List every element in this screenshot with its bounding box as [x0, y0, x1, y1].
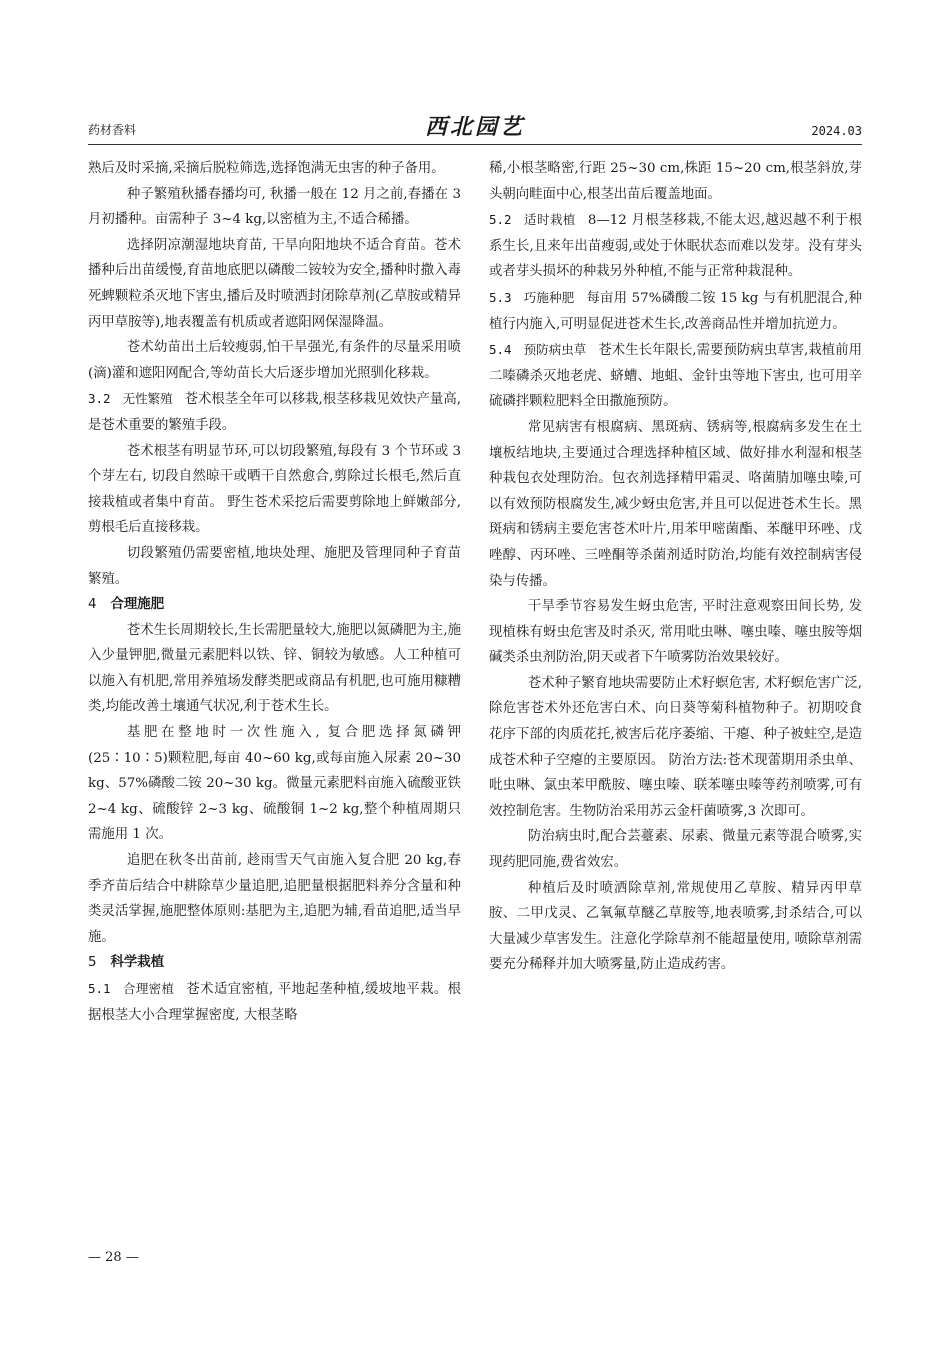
section-title: 科学栽植: [110, 955, 165, 971]
subsection-5-2: [489, 207, 862, 285]
subsection-title: 巧施种肥: [523, 289, 575, 305]
subsection-5-3: [489, 285, 862, 337]
subsection-3-2: [88, 386, 461, 438]
paragraph: 基肥在整地时一次性施入, 复合肥选择氮磷钾(25∶10∶5)颗粒肥,每亩 40~60 kg,或每亩施入尿素 20~30 kg、57%磷酸二铵 20~30 kg。微量元素肥料亩施入硫酸亚铁 2~4 kg、硫酸锌 2~3 kg、硫酸铜 1~2 kg,整个种植周期只需施用 1 次。: [88, 725, 461, 843]
paragraph: 苍术生长周期较长,生长需肥量较大,施肥以氮磷肥为主,施入少量钾肥,微量元素肥料以铁、锌、铜较为敏感。人工种植可以施入有机肥,常用养殖场发酵类肥或商品有机肥,也可施用糠糟类,均能改善土壤通气状况,利于苍术生长。: [88, 622, 462, 715]
page-number: — 28 —: [88, 1250, 139, 1265]
subsection-number: 5.3: [489, 289, 512, 305]
subsection-title: 适时栽植: [523, 212, 576, 228]
subsection-text: 苍术根茎全年可以移栽,根茎移栽见效快产量高,是苍术重要的繁殖手段。: [88, 392, 461, 433]
subsection-title: 无性繁殖: [122, 391, 173, 407]
paragraph: 苍术种子繁育地块需要防止术籽螟危害, 术籽螟危害广泛,除危害苍术外还危害白术、向日葵等菊科植物种子。初期咬食花序下部的肉质花托,被害后花序萎缩、干瘪、种子被蛀空,是造成苍术种子空瘪的主要原因。 防治方法:苍术现蕾期用杀虫单、吡虫啉、氯虫苯甲酰胺、噻虫嗪、联苯噻虫嗪等药剂喷雾,可有效控制危害。生物防治采用苏云金杆菌喷雾,3 次即可。: [489, 675, 863, 819]
subsection-text: 每亩用 57%磷酸二铵 15 kg 与有机肥混合,种植行内施入,可明显促进苍术生长,改善商品性并增加抗逆力。: [489, 290, 862, 332]
section-heading-5: [88, 950, 461, 976]
subsection-5-4: [489, 337, 862, 415]
section-number: 5: [88, 955, 97, 971]
right-column: [489, 156, 862, 978]
paragraph: 苍术幼苗出土后较瘦弱,怕干旱强光,有条件的尽量采用喷(滴)灌和遮阳网配合,等幼苗长大后逐步增加光照驯化移栽。: [88, 340, 461, 381]
section-heading-4: [88, 592, 461, 618]
section-title: 合理施肥: [110, 597, 165, 613]
subsection-5-1: [88, 976, 461, 1028]
paragraph: 稀,小根茎略密,行距 25~30 cm,株距 15~20 cm,根茎斜放,芽头朝向畦面中心,根茎出苗后覆盖地面。: [489, 161, 862, 202]
journal-logo: 西北园艺: [424, 114, 525, 140]
issue-date: 2024.03: [811, 124, 862, 138]
subsection-title: 合理密植: [122, 981, 175, 996]
section-number: 4: [88, 597, 97, 613]
paragraph: 苍术根茎有明显节环,可以切段繁殖,每段有 3 个节环或 3 个芽左右, 切段自然晾干或晒干自然愈合,剪除过长根毛,然后直接栽植或者集中育苗。 野生苍术采挖后需要剪除地上鲜嫩部分, 剪根毛后直接移栽。: [88, 443, 461, 536]
subsection-text: 8—12 月根茎移栽,不能太迟,越迟越不利于根系生长,且来年出苗瘦弱,或处于休眠状态而难以发芽。没有芽头或者芽头损坏的种栽另外种植,不能与正常种栽混种。: [489, 213, 862, 280]
subsection-text: 苍术适宜密植, 平地起垄种植,缓坡地平栽。根据根茎大小合理掌握密度, 大根茎略: [88, 982, 461, 1023]
left-column: [88, 156, 461, 1028]
subsection-title: 预防病虫草: [523, 342, 587, 358]
subsection-number: 3.2: [88, 391, 111, 407]
subsection-number: 5.1: [88, 981, 111, 996]
section-label: 药材香料: [88, 123, 137, 137]
paragraph: 种子繁殖秋播春播均可, 秋播一般在 12 月之前,春播在 3 月初播种。亩需种子 3~4 kg,以密植为主,不适合稀播。: [88, 186, 461, 228]
subsection-text: 苍术生长年限长,需要预防病虫草害,栽植前用二嗪磷杀灭地老虎、蛴螬、地蛆、金针虫等地下害虫, 也可用辛硫磷拌颗粒肥料全田撒施预防。: [489, 343, 862, 410]
paragraph: 切段繁殖仍需要密植,地块处理、施肥及管理同种子育苗繁殖。: [88, 545, 461, 587]
subsection-number: 5.4: [489, 342, 512, 358]
paragraph: 熟后及时采摘,采摘后脱粒筛选,选择饱满无虫害的种子备用。: [88, 161, 445, 176]
page-header: [88, 108, 862, 145]
paragraph: 干旱季节容易发生蚜虫危害, 平时注意观察田间长势, 发现植株有蚜虫危害及时杀灭, 常用吡虫啉、噻虫嗪、噻虫胺等烟碱类杀虫剂防治,阴天或者下午喷雾防治效果较好。: [489, 599, 862, 666]
subsection-number: 5.2: [489, 212, 512, 228]
paragraph: 追肥在秋冬出苗前, 趁雨雪天气亩施入复合肥 20 kg,春季齐苗后结合中耕除草少量追肥,追肥量根据肥料养分含量和种类灵活掌握,施肥整体原则:基肥为主,追肥为辅,看苗追肥,适当早施。: [88, 853, 461, 945]
paragraph: 常见病害有根腐病、黑斑病、锈病等,根腐病多发生在土壤板结地块,主要通过合理选择种植区域、做好排水利湿和根茎种栽包衣处理防治。包衣剂选择精甲霜灵、咯菌腈加噻虫嗪,可以有效预防根腐发生,减少蚜虫危害,并且可以促进苍术生长。黑斑病和锈病主要危害苍术叶片,用苯甲嘧菌酯、苯醚甲环唑、戊唑醇、丙环唑、三唑酮等杀菌剂适时防治,均能有效控制病害侵染与传播。: [489, 419, 862, 589]
paragraph: 种植后及时喷洒除草剂,常规使用乙草胺、精异丙甲草胺、二甲戊灵、乙氧氟草醚乙草胺等,地表喷雾,封杀结合,可以大量减少草害发生。注意化学除草剂不能超量使用, 喷除草剂需要充分稀释并加大喷雾量,防止造成药害。: [489, 880, 862, 973]
paragraph: 选择阴凉潮湿地块育苗, 干旱向阳地块不适合育苗。苍术播种后出苗缓慢,育苗地底肥以磷酸二铵较为安全,播种时撒入毒死蜱颗粒杀灭地下害虫,播后及时喷洒封闭除草剂(乙草胺或精异丙甲草胺等),地表覆盖有机质或者遮阳网保湿降温。: [88, 237, 461, 330]
paragraph: 防治病虫时,配合芸薹素、尿素、微量元素等混合喷雾,实现药肥同施,费省效宏。: [489, 829, 862, 871]
